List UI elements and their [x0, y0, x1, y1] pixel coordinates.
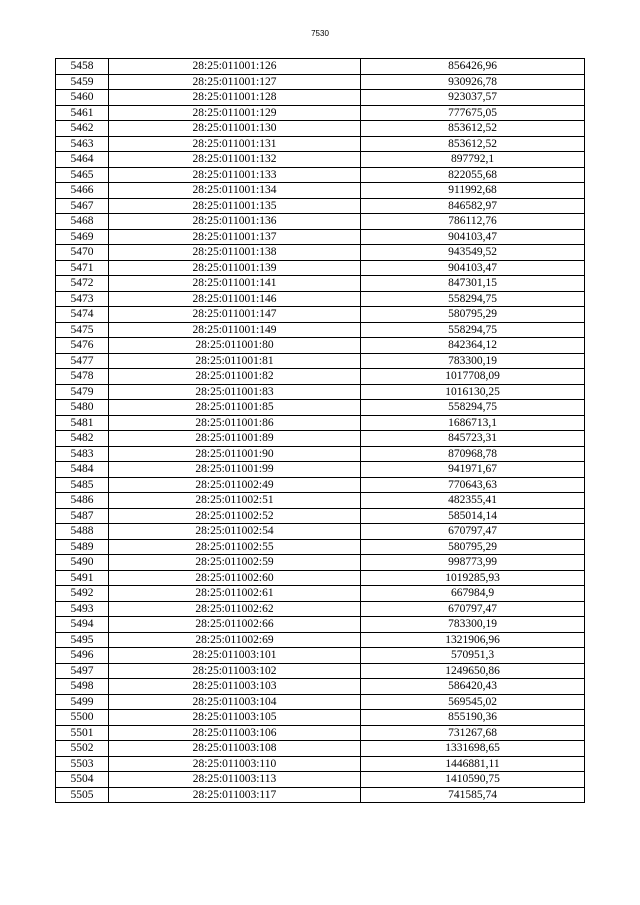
cadastral-value-cell: 786112,76: [361, 214, 585, 230]
row-number-cell: 5469: [56, 229, 109, 245]
row-number-cell: 5462: [56, 121, 109, 137]
cadastral-number-cell: 28:25:011003:110: [109, 756, 361, 772]
cadastral-number-cell: 28:25:011001:80: [109, 338, 361, 354]
table-row: [56, 524, 585, 540]
cadastral-number-cell: 28:25:011001:141: [109, 276, 361, 292]
table-row: [56, 291, 585, 307]
row-number-cell: 5504: [56, 772, 109, 788]
row-number-cell: 5478: [56, 369, 109, 385]
cadastral-number-cell: 28:25:011001:127: [109, 74, 361, 90]
table-row: [56, 756, 585, 772]
table-row: [56, 508, 585, 524]
cadastral-value-cell: 846582,97: [361, 198, 585, 214]
cadastral-value-table: [55, 58, 585, 803]
cadastral-value-cell: 1331698,65: [361, 741, 585, 757]
page-number: 7530: [311, 29, 329, 38]
table-row: [56, 183, 585, 199]
row-number-cell: 5491: [56, 570, 109, 586]
cadastral-number-cell: 28:25:011001:86: [109, 415, 361, 431]
cadastral-value-cell: 558294,75: [361, 291, 585, 307]
table-row: [56, 167, 585, 183]
row-number-cell: 5501: [56, 725, 109, 741]
cadastral-number-cell: 28:25:011002:49: [109, 477, 361, 493]
cadastral-value-cell: 855190,36: [361, 710, 585, 726]
cadastral-value-cell: 853612,52: [361, 136, 585, 152]
table-row: [56, 105, 585, 121]
table-row: [56, 431, 585, 447]
row-number-cell: 5493: [56, 601, 109, 617]
row-number-cell: 5479: [56, 384, 109, 400]
table-row: [56, 384, 585, 400]
row-number-cell: 5503: [56, 756, 109, 772]
table-row: [56, 710, 585, 726]
row-number-cell: 5475: [56, 322, 109, 338]
cadastral-value-cell: 845723,31: [361, 431, 585, 447]
row-number-cell: 5489: [56, 539, 109, 555]
cadastral-number-cell: 28:25:011001:137: [109, 229, 361, 245]
table-row: [56, 276, 585, 292]
cadastral-value-cell: 923037,57: [361, 90, 585, 106]
cadastral-value-cell: 770643,63: [361, 477, 585, 493]
cadastral-value-cell: 853612,52: [361, 121, 585, 137]
row-number-cell: 5464: [56, 152, 109, 168]
table-row: [56, 214, 585, 230]
cadastral-value-cell: 847301,15: [361, 276, 585, 292]
cadastral-value-cell: 897792,1: [361, 152, 585, 168]
row-number-cell: 5490: [56, 555, 109, 571]
cadastral-number-cell: 28:25:011001:135: [109, 198, 361, 214]
cadastral-value-cell: 870968,78: [361, 446, 585, 462]
table-row: [56, 493, 585, 509]
table-row: [56, 400, 585, 416]
table-row: [56, 586, 585, 602]
cadastral-value-cell: 998773,99: [361, 555, 585, 571]
cadastral-value-cell: 911992,68: [361, 183, 585, 199]
row-number-cell: 5494: [56, 617, 109, 633]
table-row: [56, 648, 585, 664]
table-row: [56, 539, 585, 555]
row-number-cell: 5474: [56, 307, 109, 323]
row-number-cell: 5480: [56, 400, 109, 416]
table-row: [56, 136, 585, 152]
cadastral-value-cell: 856426,96: [361, 59, 585, 75]
cadastral-number-cell: 28:25:011001:99: [109, 462, 361, 478]
table-row: [56, 307, 585, 323]
cadastral-number-cell: 28:25:011001:131: [109, 136, 361, 152]
cadastral-number-cell: 28:25:011003:113: [109, 772, 361, 788]
cadastral-number-cell: 28:25:011001:134: [109, 183, 361, 199]
row-number-cell: 5496: [56, 648, 109, 664]
cadastral-value-cell: 930926,78: [361, 74, 585, 90]
table-row: [56, 570, 585, 586]
cadastral-value-cell: 1321906,96: [361, 632, 585, 648]
table-row: [56, 462, 585, 478]
table-row: [56, 679, 585, 695]
cadastral-number-cell: 28:25:011003:104: [109, 694, 361, 710]
cadastral-number-cell: 28:25:011001:138: [109, 245, 361, 261]
cadastral-number-cell: 28:25:011001:139: [109, 260, 361, 276]
table-row: [56, 477, 585, 493]
cadastral-value-cell: 558294,75: [361, 322, 585, 338]
row-number-cell: 5471: [56, 260, 109, 276]
cadastral-number-cell: 28:25:011002:60: [109, 570, 361, 586]
cadastral-value-cell: 1446881,11: [361, 756, 585, 772]
row-number-cell: 5482: [56, 431, 109, 447]
row-number-cell: 5463: [56, 136, 109, 152]
row-number-cell: 5492: [56, 586, 109, 602]
cadastral-value-cell: 667984,9: [361, 586, 585, 602]
cadastral-value-cell: 941971,67: [361, 462, 585, 478]
row-number-cell: 5497: [56, 663, 109, 679]
row-number-cell: 5505: [56, 787, 109, 803]
cadastral-number-cell: 28:25:011003:105: [109, 710, 361, 726]
row-number-cell: 5468: [56, 214, 109, 230]
row-number-cell: 5486: [56, 493, 109, 509]
cadastral-number-cell: 28:25:011003:102: [109, 663, 361, 679]
cadastral-number-cell: 28:25:011001:82: [109, 369, 361, 385]
cadastral-value-cell: 1017708,09: [361, 369, 585, 385]
cadastral-value-cell: 783300,19: [361, 617, 585, 633]
table-row: [56, 772, 585, 788]
table-row: [56, 74, 585, 90]
cadastral-number-cell: 28:25:011001:126: [109, 59, 361, 75]
cadastral-number-cell: 28:25:011001:130: [109, 121, 361, 137]
row-number-cell: 5495: [56, 632, 109, 648]
cadastral-number-cell: 28:25:011001:129: [109, 105, 361, 121]
row-number-cell: 5476: [56, 338, 109, 354]
cadastral-value-cell: 731267,68: [361, 725, 585, 741]
cadastral-number-cell: 28:25:011001:81: [109, 353, 361, 369]
cadastral-value-cell: 1016130,25: [361, 384, 585, 400]
cadastral-value-cell: 1249650,86: [361, 663, 585, 679]
cadastral-number-cell: 28:25:011001:147: [109, 307, 361, 323]
cadastral-number-cell: 28:25:011002:69: [109, 632, 361, 648]
cadastral-number-cell: 28:25:011001:85: [109, 400, 361, 416]
table-row: [56, 369, 585, 385]
table-row: [56, 260, 585, 276]
cadastral-number-cell: 28:25:011001:128: [109, 90, 361, 106]
table-row: [56, 663, 585, 679]
table-row: [56, 632, 585, 648]
cadastral-number-cell: 28:25:011002:55: [109, 539, 361, 555]
row-number-cell: 5481: [56, 415, 109, 431]
cadastral-number-cell: 28:25:011001:149: [109, 322, 361, 338]
row-number-cell: 5483: [56, 446, 109, 462]
table-row: [56, 338, 585, 354]
cadastral-number-cell: 28:25:011003:103: [109, 679, 361, 695]
cadastral-value-cell: 1410590,75: [361, 772, 585, 788]
table-row: [56, 741, 585, 757]
cadastral-value-cell: 670797,47: [361, 524, 585, 540]
cadastral-value-cell: 586420,43: [361, 679, 585, 695]
row-number-cell: 5500: [56, 710, 109, 726]
cadastral-number-cell: 28:25:011003:108: [109, 741, 361, 757]
cadastral-value-cell: 482355,41: [361, 493, 585, 509]
row-number-cell: 5460: [56, 90, 109, 106]
cadastral-number-cell: 28:25:011001:146: [109, 291, 361, 307]
cadastral-value-cell: 1686713,1: [361, 415, 585, 431]
cadastral-number-cell: 28:25:011001:83: [109, 384, 361, 400]
cadastral-number-cell: 28:25:011001:133: [109, 167, 361, 183]
table-row: [56, 245, 585, 261]
row-number-cell: 5502: [56, 741, 109, 757]
cadastral-value-cell: 904103,47: [361, 260, 585, 276]
cadastral-number-cell: 28:25:011002:51: [109, 493, 361, 509]
cadastral-value-cell: 741585,74: [361, 787, 585, 803]
cadastral-value-cell: 580795,29: [361, 307, 585, 323]
cadastral-value-cell: 569545,02: [361, 694, 585, 710]
cadastral-number-cell: 28:25:011003:117: [109, 787, 361, 803]
table-row: [56, 198, 585, 214]
row-number-cell: 5487: [56, 508, 109, 524]
cadastral-number-cell: 28:25:011003:101: [109, 648, 361, 664]
row-number-cell: 5472: [56, 276, 109, 292]
table-row: [56, 90, 585, 106]
cadastral-number-cell: 28:25:011001:132: [109, 152, 361, 168]
row-number-cell: 5484: [56, 462, 109, 478]
cadastral-value-cell: 842364,12: [361, 338, 585, 354]
table-row: [56, 725, 585, 741]
cadastral-value-cell: 1019285,93: [361, 570, 585, 586]
table-row: [56, 555, 585, 571]
row-number-cell: 5467: [56, 198, 109, 214]
row-number-cell: 5458: [56, 59, 109, 75]
row-number-cell: 5473: [56, 291, 109, 307]
table-row: [56, 121, 585, 137]
row-number-cell: 5459: [56, 74, 109, 90]
cadastral-number-cell: 28:25:011002:59: [109, 555, 361, 571]
cadastral-number-cell: 28:25:011002:52: [109, 508, 361, 524]
cadastral-number-cell: 28:25:011002:62: [109, 601, 361, 617]
row-number-cell: 5466: [56, 183, 109, 199]
row-number-cell: 5488: [56, 524, 109, 540]
cadastral-number-cell: 28:25:011001:89: [109, 431, 361, 447]
cadastral-number-cell: 28:25:011003:106: [109, 725, 361, 741]
cadastral-value-cell: 943549,52: [361, 245, 585, 261]
table-row: [56, 694, 585, 710]
cadastral-value-cell: 904103,47: [361, 229, 585, 245]
table-body: [56, 59, 585, 803]
table-row: [56, 322, 585, 338]
row-number-cell: 5477: [56, 353, 109, 369]
row-number-cell: 5485: [56, 477, 109, 493]
cadastral-number-cell: 28:25:011002:54: [109, 524, 361, 540]
cadastral-number-cell: 28:25:011001:136: [109, 214, 361, 230]
table-row: [56, 601, 585, 617]
table-row: [56, 787, 585, 803]
table-row: [56, 415, 585, 431]
cadastral-value-cell: 670797,47: [361, 601, 585, 617]
row-number-cell: 5461: [56, 105, 109, 121]
cadastral-value-cell: 558294,75: [361, 400, 585, 416]
row-number-cell: 5465: [56, 167, 109, 183]
cadastral-value-cell: 777675,05: [361, 105, 585, 121]
row-number-cell: 5499: [56, 694, 109, 710]
table-row: [56, 229, 585, 245]
cadastral-value-cell: 570951,3: [361, 648, 585, 664]
cadastral-number-cell: 28:25:011002:66: [109, 617, 361, 633]
table-row: [56, 617, 585, 633]
table-row: [56, 446, 585, 462]
cadastral-value-cell: 580795,29: [361, 539, 585, 555]
cadastral-value-cell: 585014,14: [361, 508, 585, 524]
cadastral-number-cell: 28:25:011001:90: [109, 446, 361, 462]
row-number-cell: 5470: [56, 245, 109, 261]
table-row: [56, 59, 585, 75]
table-row: [56, 353, 585, 369]
cadastral-number-cell: 28:25:011002:61: [109, 586, 361, 602]
table-row: [56, 152, 585, 168]
cadastral-value-cell: 783300,19: [361, 353, 585, 369]
row-number-cell: 5498: [56, 679, 109, 695]
cadastral-value-cell: 822055,68: [361, 167, 585, 183]
